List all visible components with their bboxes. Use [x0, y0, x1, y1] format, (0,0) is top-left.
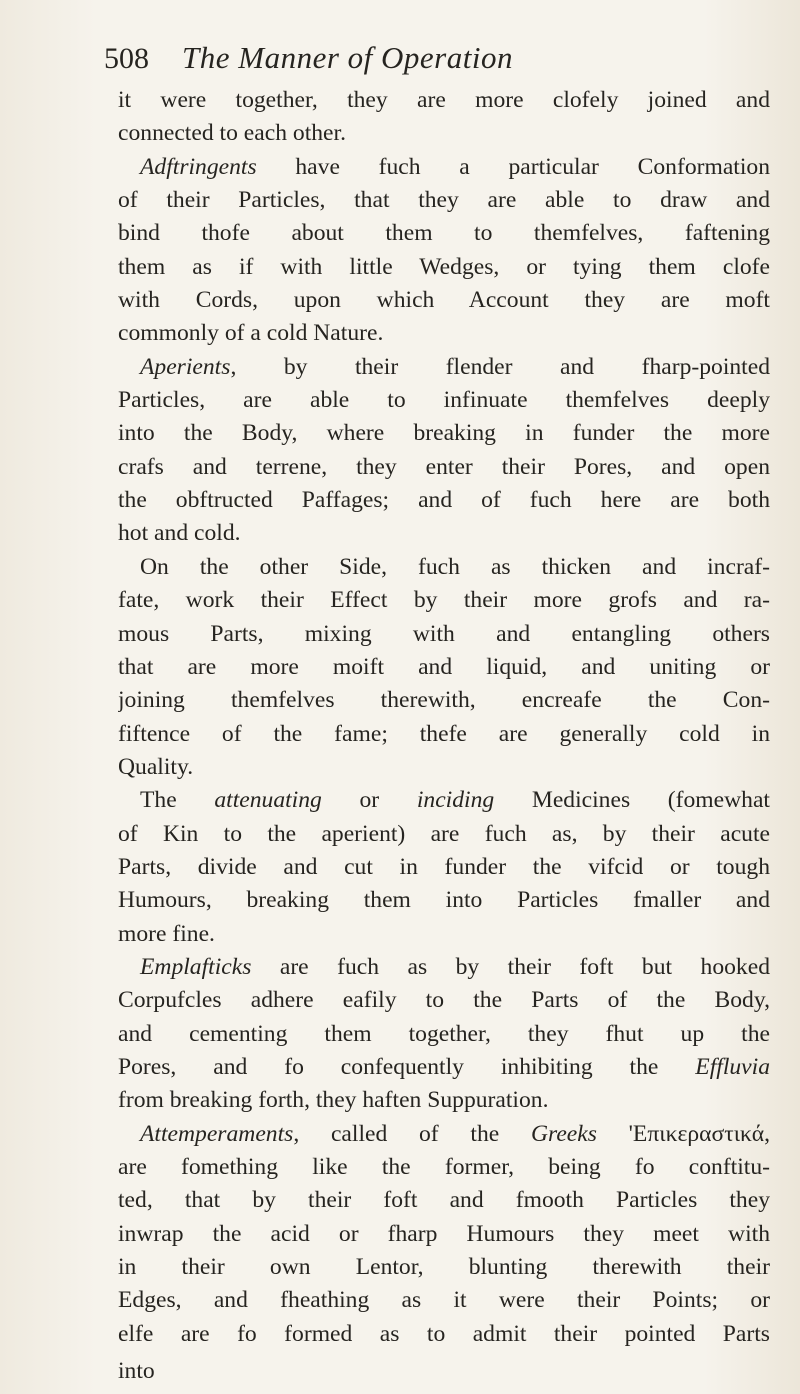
paragraph-start-attenuating: The attenuating or inciding Medicines (fomewhat	[140, 787, 770, 814]
paragraph-start-attemperaments: Attemperaments, called of the Greeks 'Επικεραστικά,	[140, 1120, 770, 1147]
text-line: Corpufcles adhere eafily to the Parts of the Body,	[118, 987, 770, 1014]
text-line: hot and cold.	[118, 520, 241, 547]
text-line: connected to each other.	[118, 120, 346, 147]
text-line: inwrap the acid or fharp Humours they meet with	[118, 1220, 770, 1247]
text-line: with Cords, upon which Account they are moft	[118, 287, 770, 314]
text-line: elfe are fo formed as to admit their pointed Parts	[118, 1320, 770, 1347]
text-line: of their Particles, that they are able to draw and	[118, 187, 770, 214]
text-line: from breaking forth, they haften Suppuration.	[118, 1087, 549, 1114]
page-number: 508	[104, 42, 149, 75]
text-line: fiftence of the fame; thefe are generally cold in	[118, 720, 770, 747]
text-line: it were together, they are more clofely joined and	[118, 87, 770, 113]
text-line: into the Body, where breaking in funder the more	[118, 420, 770, 447]
text-line: joining themfelves therewith, encreafe the Con-	[118, 687, 770, 714]
text-line: fate, work their Effect by their more grofs and ra-	[118, 587, 770, 614]
text-line: Particles, are able to infinuate themfelves deeply	[118, 387, 770, 414]
text-line: Humours, breaking them into Particles fmaller and	[118, 887, 770, 914]
text-line: are fomething like the former, being fo conftitu-	[118, 1154, 770, 1180]
paragraph-start-incrassate: On the other Side, fuch as thicken and incraf-	[140, 553, 770, 580]
text-line: ted, that by their foft and fmooth Particles they	[118, 1187, 770, 1214]
text-line: and cementing them together, they fhut up the	[118, 1020, 770, 1047]
text-line: bind thofe about them to themfelves, faftening	[118, 220, 770, 247]
running-title: The Manner of Operation	[182, 40, 513, 75]
text-line: Quality.	[118, 753, 194, 780]
text-line: in their own Lentor, blunting therewith their	[118, 1254, 770, 1281]
text-line: Parts, divide and cut in funder the vifcid or tough	[118, 853, 770, 880]
body-text	[118, 84, 770, 1388]
text-line: crafs and terrene, they enter their Pores, and open	[118, 453, 770, 480]
paragraph-start-emplasticks: Emplafticks are fuch as by their foft but hooked	[140, 953, 770, 980]
text-line: Pores, and fo confequently inhibiting the Effluvia	[118, 1053, 770, 1080]
text-line: that are more moift and liquid, and uniting or	[118, 653, 770, 680]
text-line: Edges, and fheathing as it were their Points; or	[118, 1287, 770, 1314]
page-header	[104, 40, 766, 80]
text-line: of Kin to the aperient) are fuch as, by their acute	[118, 820, 770, 847]
text-line: the obftructed Paffages; and of fuch here are both	[118, 487, 770, 514]
text-line: mous Parts, mixing with and entangling others	[118, 620, 770, 647]
paragraph-start-aperients: Aperients, by their flender and fharp-pointed	[140, 353, 770, 380]
text-line: them as if with little Wedges, or tying them clofe	[118, 253, 770, 280]
catchword: into	[118, 1358, 155, 1385]
text-line: more fine.	[118, 920, 215, 947]
paragraph-start-adstringents: Adftringents have fuch a particular Conformation	[140, 153, 770, 180]
text-line: commonly of a cold Nature.	[118, 320, 384, 347]
